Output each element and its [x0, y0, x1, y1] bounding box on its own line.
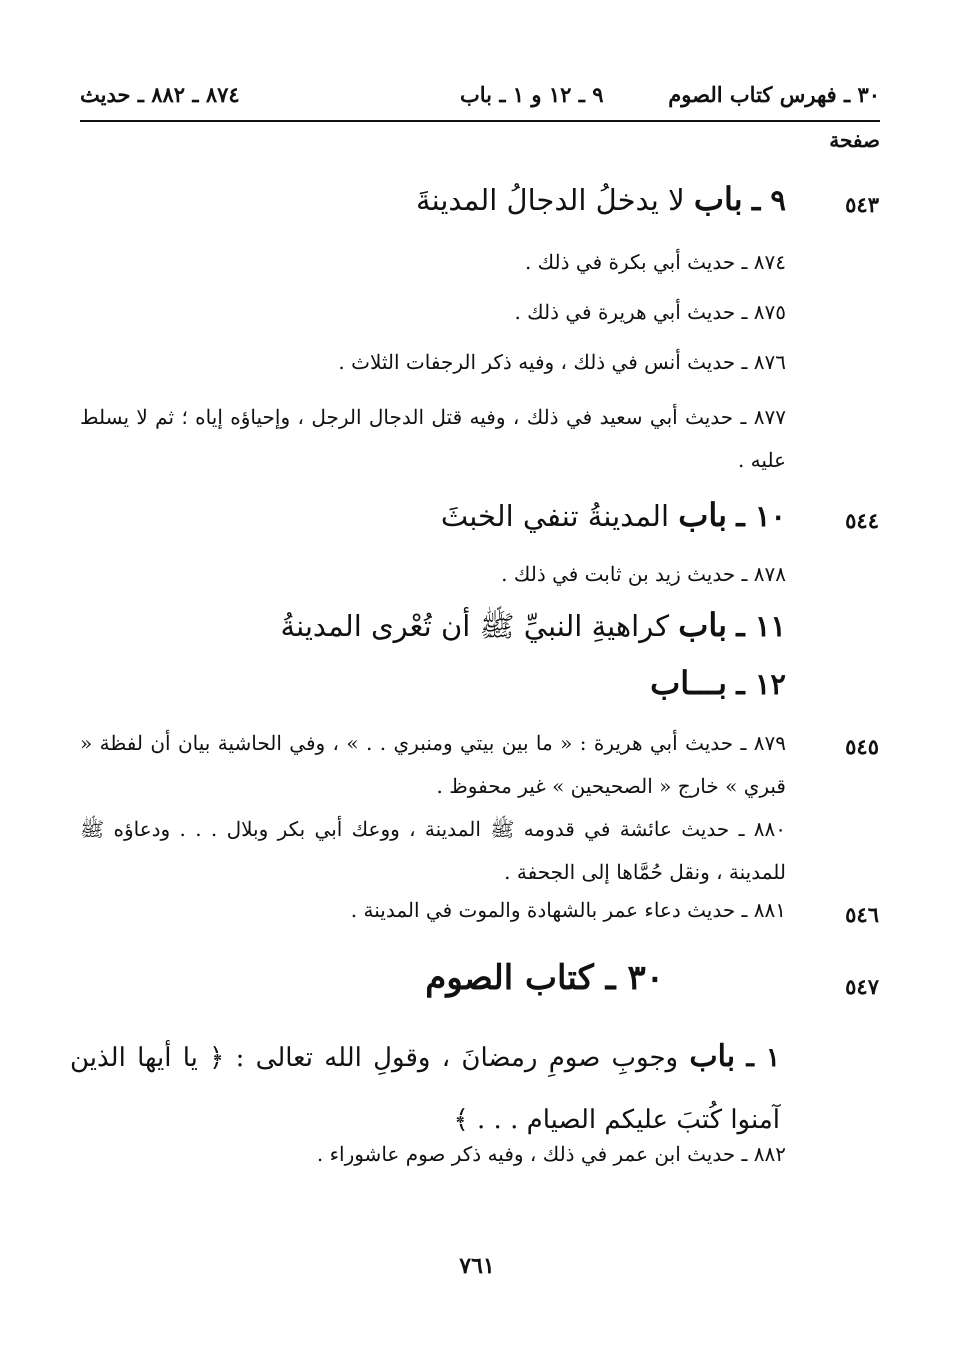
chapter-bab-word: باب [678, 496, 728, 534]
chapter-heading [281, 606, 786, 651]
chapter-heading [416, 180, 786, 218]
page-number: ٧٦١ [459, 1253, 495, 1279]
header-section-title: ٣٠ ـ فهرس كتاب الصوم [668, 82, 880, 107]
chapter-heading [70, 1026, 780, 1151]
chapter-number: ١١ ـ [736, 609, 786, 643]
chapter-page-number: ٥٤٣ [845, 192, 879, 217]
chapter-number: ٩ ـ [751, 183, 786, 217]
chapter-heading [650, 664, 786, 702]
header-hadith-range: ٨٧٤ ـ ٨٨٢ ـ حديث [80, 82, 240, 107]
entry-page-number: ٥٤٥ [845, 734, 879, 759]
chapter-heading [441, 496, 786, 534]
chapter-title: وجوبِ صومِ رمضانَ ، وقولِ الله تعالى : ﴿ يا أيها الذين آمنوا كُتبَ عليكم الصيام . . . ﴾ [70, 1043, 780, 1135]
book-title: ٣٠ ـ كتاب الصوم [425, 958, 664, 998]
chapter-bab-word: باب [693, 180, 743, 218]
page-column-label: صفحة [829, 128, 880, 152]
chapter-bab-word: بـــاب [650, 664, 728, 702]
running-header [80, 80, 880, 122]
hadith-entry: ٨٧٧ ـ حديث أبي سعيد في ذلك ، وفيه قتل الدجال الرجل ، وإحياؤه إياه ؛ ثم لا يسلط عليه . [80, 405, 786, 472]
hadith-entry: ٨٧٤ ـ حديث أبي بكرة في ذلك . [524, 250, 786, 274]
chapter-number: ١٠ ـ [736, 499, 786, 533]
chapter-page-number: ٥٤٤ [845, 508, 879, 533]
header-chapter-range: ٩ ـ ١٢ و ١ ـ باب [460, 82, 604, 107]
hadith-entry: ٨٧٦ ـ حديث أنس في ذلك ، وفيه ذكر الرجفات الثلاث . [338, 350, 786, 374]
chapter-bab-word: باب [678, 606, 728, 644]
chapter-number: ١ ـ [746, 1043, 781, 1073]
entry-page-number: ٥٤٦ [845, 902, 879, 927]
book-page-number: ٥٤٧ [845, 974, 879, 999]
hadith-entry: ٨٨١ ـ حديث دعاء عمر بالشهادة والموت في المدينة . [350, 898, 786, 922]
hadith-entry: ٨٨٢ ـ حديث ابن عمر في ذلك ، وفيه ذكر صوم عاشوراء . [316, 1142, 786, 1166]
chapter-bab-word: باب [689, 1039, 736, 1074]
chapter-title: كراهيةِ النبيِّ ﷺ أن تُعْرى المدينةُ [280, 609, 670, 643]
hadith-entry: ٨٧٨ ـ حديث زيد بن ثابت في ذلك . [501, 562, 786, 586]
chapter-title: لا يدخلُ الدجالُ المدينةَ [416, 183, 685, 217]
chapter-title: المدينةُ تنفي الخبثَ [440, 499, 670, 533]
hadith-entry: ٨٧٥ ـ حديث أبي هريرة في ذلك . [514, 300, 786, 324]
hadith-entry: ٨٨٠ ـ حديث عائشة في قدومه ﷺ المدينة ، ووعك أبي بكر وبلال . . . ودعاؤه ﷺ للمدينة ، ونقل حُمَّاها إلى الجحفة . [80, 817, 786, 884]
hadith-entry: ٨٧٩ ـ حديث أبي هريرة : « ما بين بيتي ومنبري . . » ، وفي الحاشية بيان أن لفظة « قبري » خارج « الصحيحين » غير محفوظ . [80, 731, 786, 798]
chapter-number: ١٢ ـ [736, 667, 786, 701]
